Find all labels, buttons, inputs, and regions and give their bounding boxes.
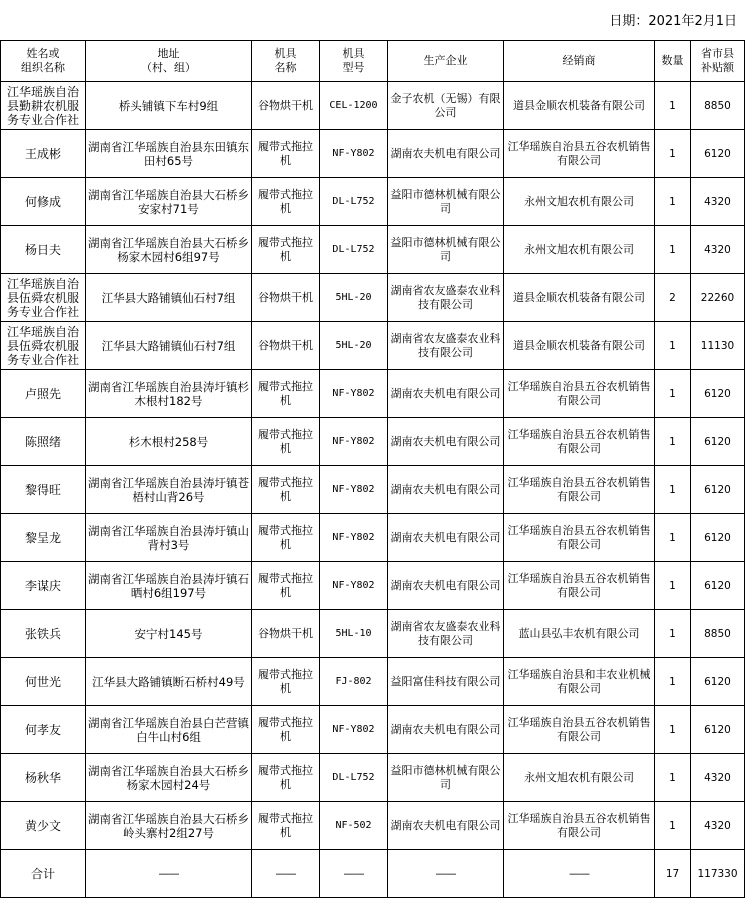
cell-machine-name: 履带式拖拉机	[252, 226, 320, 274]
cell-name: 陈照绪	[1, 418, 86, 466]
cell-machine-model: 5HL-20	[320, 322, 388, 370]
cell-dealer: 江华瑶族自治县五谷农机销售有限公司	[504, 514, 655, 562]
table-row	[1, 82, 745, 130]
header-quantity-text: 数量	[661, 54, 684, 67]
total-address: ——	[86, 850, 252, 898]
cell-subsidy: 6120	[691, 370, 745, 418]
cell-machine-name: 谷物烘干机	[252, 82, 320, 130]
table-row	[1, 418, 745, 466]
cell-address: 湖南省江华瑶族自治县涛圩镇石晒村6组197号	[86, 562, 252, 610]
cell-machine-model: NF-Y802	[320, 370, 388, 418]
total-model: ——	[320, 850, 388, 898]
cell-machine-model: CEL-1200	[320, 82, 388, 130]
subsidy-table	[0, 40, 745, 898]
table-body	[1, 82, 745, 898]
cell-name: 江华瑶族自治县伍舜农机服务专业合作社	[1, 322, 86, 370]
cell-address: 湖南省江华瑶族自治县大石桥乡安家村71号	[86, 178, 252, 226]
cell-quantity: 1	[655, 802, 691, 850]
cell-dealer: 道县金顺农机装备有限公司	[504, 274, 655, 322]
cell-address: 湖南省江华瑶族自治县涛圩镇杉木根村182号	[86, 370, 252, 418]
cell-subsidy: 6120	[691, 130, 745, 178]
table-row	[1, 226, 745, 274]
table-row	[1, 610, 745, 658]
header-dealer	[504, 41, 655, 82]
cell-machine-name: 履带式拖拉机	[252, 514, 320, 562]
cell-quantity: 1	[655, 562, 691, 610]
cell-subsidy: 8850	[691, 82, 745, 130]
cell-address: 湖南省江华瑶族自治县涛圩镇山背村3号	[86, 514, 252, 562]
cell-subsidy: 4320	[691, 802, 745, 850]
cell-machine-model: NF-Y802	[320, 466, 388, 514]
cell-machine-model: DL-L752	[320, 226, 388, 274]
cell-subsidy: 4320	[691, 754, 745, 802]
cell-name: 张铁兵	[1, 610, 86, 658]
cell-quantity: 1	[655, 370, 691, 418]
cell-address: 安宁村145号	[86, 610, 252, 658]
cell-machine-name: 谷物烘干机	[252, 274, 320, 322]
cell-address: 江华县大路铺镇断石桥村49号	[86, 658, 252, 706]
cell-machine-name: 履带式拖拉机	[252, 178, 320, 226]
total-subsidy: 117330	[691, 850, 745, 898]
total-dealer: ——	[504, 850, 655, 898]
cell-address: 江华县大路铺镇仙石村7组	[86, 322, 252, 370]
cell-machine-name: 履带式拖拉机	[252, 466, 320, 514]
cell-quantity: 1	[655, 658, 691, 706]
cell-subsidy: 8850	[691, 610, 745, 658]
cell-name: 杨日夫	[1, 226, 86, 274]
header-address	[86, 41, 252, 82]
cell-machine-name: 履带式拖拉机	[252, 706, 320, 754]
cell-subsidy: 4320	[691, 178, 745, 226]
cell-name: 何修成	[1, 178, 86, 226]
header-subsidy	[691, 41, 745, 82]
cell-dealer: 道县金顺农机装备有限公司	[504, 82, 655, 130]
cell-machine-model: NF-Y802	[320, 514, 388, 562]
cell-manufacturer: 益阳市德林机械有限公司	[388, 226, 504, 274]
cell-quantity: 1	[655, 130, 691, 178]
cell-machine-name: 履带式拖拉机	[252, 370, 320, 418]
table-row	[1, 802, 745, 850]
header-machine-name-text: 机具 名称	[274, 47, 297, 74]
date-label: 日期：2021年2月1日	[609, 14, 737, 29]
cell-subsidy: 6120	[691, 562, 745, 610]
table-row	[1, 514, 745, 562]
cell-dealer: 江华瑶族自治县五谷农机销售有限公司	[504, 562, 655, 610]
cell-manufacturer: 湖南农夫机电有限公司	[388, 466, 504, 514]
cell-manufacturer: 湖南农夫机电有限公司	[388, 562, 504, 610]
cell-name: 何孝友	[1, 706, 86, 754]
table-row	[1, 130, 745, 178]
cell-subsidy: 11130	[691, 322, 745, 370]
header-name-text: 姓名或 组织名称	[21, 47, 65, 74]
table-row	[1, 274, 745, 322]
cell-dealer: 江华瑶族自治县五谷农机销售有限公司	[504, 466, 655, 514]
cell-machine-model: NF-502	[320, 802, 388, 850]
cell-quantity: 1	[655, 706, 691, 754]
cell-machine-model: DL-L752	[320, 178, 388, 226]
cell-address: 江华县大路铺镇仙石村7组	[86, 274, 252, 322]
cell-dealer: 永州文旭农机有限公司	[504, 178, 655, 226]
cell-address: 湖南省江华瑶族自治县东田镇东田村65号	[86, 130, 252, 178]
cell-quantity: 1	[655, 466, 691, 514]
table-row	[1, 370, 745, 418]
cell-manufacturer: 湖南省农友盛泰农业科技有限公司	[388, 610, 504, 658]
header-machine-model-text: 机具 型号	[342, 47, 365, 74]
cell-machine-model: NF-Y802	[320, 130, 388, 178]
table-row	[1, 562, 745, 610]
cell-machine-name: 履带式拖拉机	[252, 130, 320, 178]
cell-manufacturer: 益阳市德林机械有限公司	[388, 178, 504, 226]
cell-address: 湖南省江华瑶族自治县白芒营镇白牛山村6组	[86, 706, 252, 754]
cell-name: 黎呈龙	[1, 514, 86, 562]
cell-name: 杨秋华	[1, 754, 86, 802]
table-row	[1, 178, 745, 226]
cell-dealer: 蓝山县弘丰农机有限公司	[504, 610, 655, 658]
cell-subsidy: 6120	[691, 706, 745, 754]
table-header-row	[1, 41, 745, 82]
cell-machine-name: 履带式拖拉机	[252, 754, 320, 802]
cell-manufacturer: 金子农机（无锡）有限公司	[388, 82, 504, 130]
cell-name: 何世光	[1, 658, 86, 706]
header-machine-model	[320, 41, 388, 82]
cell-machine-name: 谷物烘干机	[252, 322, 320, 370]
cell-manufacturer: 湖南农夫机电有限公司	[388, 370, 504, 418]
cell-subsidy: 6120	[691, 466, 745, 514]
header-manufacturer	[388, 41, 504, 82]
cell-manufacturer: 益阳富佳科技有限公司	[388, 658, 504, 706]
cell-dealer: 道县金顺农机装备有限公司	[504, 322, 655, 370]
cell-dealer: 江华瑶族自治县和丰农业机械有限公司	[504, 658, 655, 706]
cell-machine-name: 履带式拖拉机	[252, 562, 320, 610]
cell-name: 李谋庆	[1, 562, 86, 610]
header-name	[1, 41, 86, 82]
cell-address: 湖南省江华瑶族自治县涛圩镇苍梧村山背26号	[86, 466, 252, 514]
cell-machine-model: NF-Y802	[320, 562, 388, 610]
cell-name: 卢照先	[1, 370, 86, 418]
cell-name: 王成彬	[1, 130, 86, 178]
header-address-text: 地址 （村、组）	[141, 47, 196, 74]
cell-machine-name: 履带式拖拉机	[252, 802, 320, 850]
cell-machine-name: 谷物烘干机	[252, 610, 320, 658]
cell-machine-name: 履带式拖拉机	[252, 658, 320, 706]
cell-name: 黄少文	[1, 802, 86, 850]
table-row	[1, 658, 745, 706]
header-quantity	[655, 41, 691, 82]
cell-dealer: 永州文旭农机有限公司	[504, 226, 655, 274]
cell-quantity: 1	[655, 610, 691, 658]
cell-name: 江华瑶族自治县伍舜农机服务专业合作社	[1, 274, 86, 322]
header-dealer-text: 经销商	[562, 54, 596, 67]
cell-machine-model: NF-Y802	[320, 418, 388, 466]
table-row	[1, 322, 745, 370]
cell-quantity: 1	[655, 322, 691, 370]
cell-manufacturer: 湖南农夫机电有限公司	[388, 418, 504, 466]
cell-manufacturer: 益阳市德林机械有限公司	[388, 754, 504, 802]
total-maker: ——	[388, 850, 504, 898]
table-row	[1, 706, 745, 754]
cell-address: 桥头铺镇下车村9组	[86, 82, 252, 130]
cell-subsidy: 6120	[691, 514, 745, 562]
cell-dealer: 江华瑶族自治县五谷农机销售有限公司	[504, 706, 655, 754]
cell-dealer: 江华瑶族自治县五谷农机销售有限公司	[504, 418, 655, 466]
cell-manufacturer: 湖南省农友盛泰农业科技有限公司	[388, 322, 504, 370]
cell-machine-model: NF-Y802	[320, 706, 388, 754]
cell-subsidy: 22260	[691, 274, 745, 322]
cell-quantity: 1	[655, 418, 691, 466]
cell-machine-model: 5HL-10	[320, 610, 388, 658]
cell-address: 湖南省江华瑶族自治县大石桥乡杨家木园村24号	[86, 754, 252, 802]
cell-quantity: 2	[655, 274, 691, 322]
cell-manufacturer: 湖南农夫机电有限公司	[388, 706, 504, 754]
cell-quantity: 1	[655, 178, 691, 226]
total-label: 合计	[1, 850, 86, 898]
cell-subsidy: 4320	[691, 226, 745, 274]
cell-machine-model: DL-L752	[320, 754, 388, 802]
cell-quantity: 1	[655, 754, 691, 802]
cell-address: 湖南省江华瑶族自治县大石桥乡岭头寨村2组27号	[86, 802, 252, 850]
cell-dealer: 江华瑶族自治县五谷农机销售有限公司	[504, 802, 655, 850]
header-machine-name	[252, 41, 320, 82]
cell-address: 湖南省江华瑶族自治县大石桥乡杨家木园村6组97号	[86, 226, 252, 274]
cell-dealer: 永州文旭农机有限公司	[504, 754, 655, 802]
cell-quantity: 1	[655, 514, 691, 562]
cell-quantity: 1	[655, 82, 691, 130]
cell-manufacturer: 湖南省农友盛泰农业科技有限公司	[388, 274, 504, 322]
cell-subsidy: 6120	[691, 658, 745, 706]
cell-dealer: 江华瑶族自治县五谷农机销售有限公司	[504, 130, 655, 178]
cell-subsidy: 6120	[691, 418, 745, 466]
cell-dealer: 江华瑶族自治县五谷农机销售有限公司	[504, 370, 655, 418]
cell-manufacturer: 湖南农夫机电有限公司	[388, 130, 504, 178]
total-machine: ——	[252, 850, 320, 898]
cell-manufacturer: 湖南农夫机电有限公司	[388, 514, 504, 562]
cell-address: 杉木根村258号	[86, 418, 252, 466]
cell-manufacturer: 湖南农夫机电有限公司	[388, 802, 504, 850]
total-qty: 17	[655, 850, 691, 898]
total-row	[1, 850, 745, 898]
cell-machine-name: 履带式拖拉机	[252, 418, 320, 466]
cell-machine-model: 5HL-20	[320, 274, 388, 322]
header-subsidy-text: 省市县 补贴额	[701, 47, 734, 74]
cell-name: 黎得旺	[1, 466, 86, 514]
header-manufacturer-text: 生产企业	[423, 54, 468, 67]
table-row	[1, 466, 745, 514]
cell-name: 江华瑶族自治县勤耕农机服务专业合作社	[1, 82, 86, 130]
cell-machine-model: FJ-802	[320, 658, 388, 706]
table-row	[1, 754, 745, 802]
cell-quantity: 1	[655, 226, 691, 274]
